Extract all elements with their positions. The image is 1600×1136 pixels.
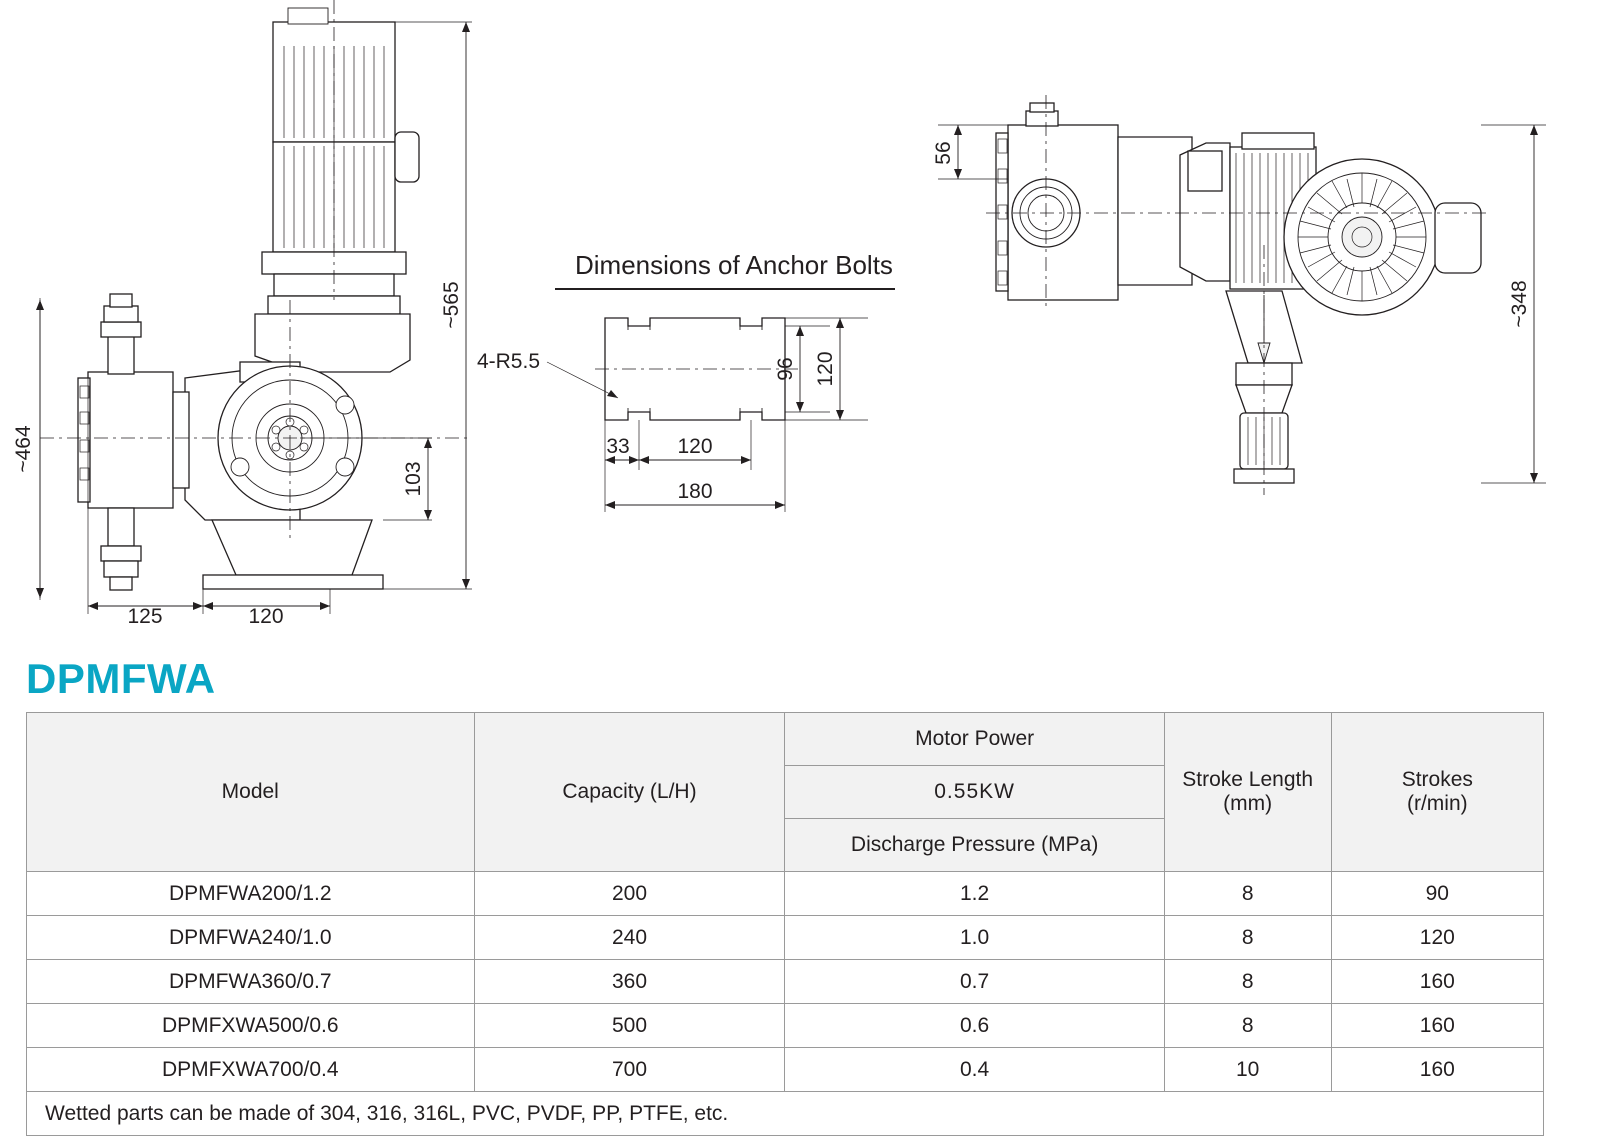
anchor-bolts-title: Dimensions of Anchor Bolts: [575, 250, 893, 280]
th-model: Model: [27, 713, 475, 872]
cell-stroke-length: 10: [1164, 1048, 1331, 1092]
th-motor-power: Motor Power: [785, 713, 1164, 766]
dim-overall-height: ~565: [440, 281, 463, 329]
cell-strokes: 90: [1331, 872, 1543, 916]
table-row: [27, 960, 1544, 1004]
cell-capacity: 700: [474, 1048, 785, 1092]
dim-overall-depth: ~348: [1508, 280, 1531, 328]
cell-strokes: 120: [1331, 916, 1543, 960]
dim-radius-callout: 4-R5.5: [476, 350, 540, 373]
dim-base-left: 125: [127, 605, 163, 628]
cell-strokes: 160: [1331, 960, 1543, 1004]
table-row: [27, 1048, 1544, 1092]
table-row: [27, 872, 1544, 916]
cell-model: DPMFWA360/0.7: [27, 960, 475, 1004]
th-motor-power-value: 0.55KW: [785, 766, 1164, 819]
dim-offset: 33: [606, 435, 630, 458]
dim-overall-width: ~464: [12, 425, 35, 473]
cell-pressure: 0.6: [785, 1004, 1164, 1048]
spec-table-wrap: [26, 712, 1544, 1136]
th-strokes: [1331, 713, 1543, 872]
cell-capacity: 240: [474, 916, 785, 960]
th-stroke-length-line1: Stroke Length: [1182, 768, 1314, 791]
cell-capacity: 360: [474, 960, 785, 1004]
table-row: [27, 1004, 1544, 1048]
cell-stroke-length: 8: [1164, 916, 1331, 960]
front-view-drawing: [0, 0, 500, 640]
th-strokes-line2: (r/min): [1406, 792, 1468, 815]
th-discharge-pressure: Discharge Pressure (MPa): [785, 819, 1164, 872]
anchor-bolts-drawing: [476, 300, 920, 560]
cell-pressure: 0.7: [785, 960, 1164, 1004]
cell-model: DPMFXWA700/0.4: [27, 1048, 475, 1092]
cell-strokes: 160: [1331, 1048, 1543, 1092]
cell-model: DPMFWA240/1.0: [27, 916, 475, 960]
anchor-title-underline: [555, 288, 895, 290]
spec-table-body: [27, 872, 1544, 1136]
th-strokes-line1: Strokes: [1401, 768, 1473, 791]
cell-capacity: 500: [474, 1004, 785, 1048]
cell-capacity: 200: [474, 872, 785, 916]
th-stroke-length-line2: (mm): [1223, 792, 1273, 815]
cell-pressure: 0.4: [785, 1048, 1164, 1092]
dim-center-height: 103: [402, 461, 425, 497]
dim-outer-height: 120: [814, 351, 837, 387]
dim-inner-width: 120: [677, 435, 713, 458]
cell-stroke-length: 8: [1164, 872, 1331, 916]
cell-pressure: 1.2: [785, 872, 1164, 916]
th-capacity: Capacity (L/H): [474, 713, 785, 872]
cell-pressure: 1.0: [785, 916, 1164, 960]
table-row: [27, 916, 1544, 960]
top-view-drawing: [930, 95, 1570, 535]
cell-model: DPMFXWA500/0.6: [27, 1004, 475, 1048]
table-note-row: [27, 1092, 1544, 1136]
cell-stroke-length: 8: [1164, 1004, 1331, 1048]
cell-stroke-length: 8: [1164, 960, 1331, 1004]
spec-table: [26, 712, 1544, 1136]
page-title: DPMFWA: [26, 655, 216, 702]
cell-strokes: 160: [1331, 1004, 1543, 1048]
dim-inner-height: 96: [774, 357, 797, 381]
dim-outer-width: 180: [677, 480, 713, 503]
cell-model: DPMFWA200/1.2: [27, 872, 475, 916]
dim-flange-offset: 56: [932, 141, 955, 165]
table-note: Wetted parts can be made of 304, 316, 316L, PVC, PVDF, PP, PTFE, etc.: [27, 1092, 1544, 1136]
dim-base-right: 120: [248, 605, 284, 628]
th-stroke-length: [1164, 713, 1331, 872]
